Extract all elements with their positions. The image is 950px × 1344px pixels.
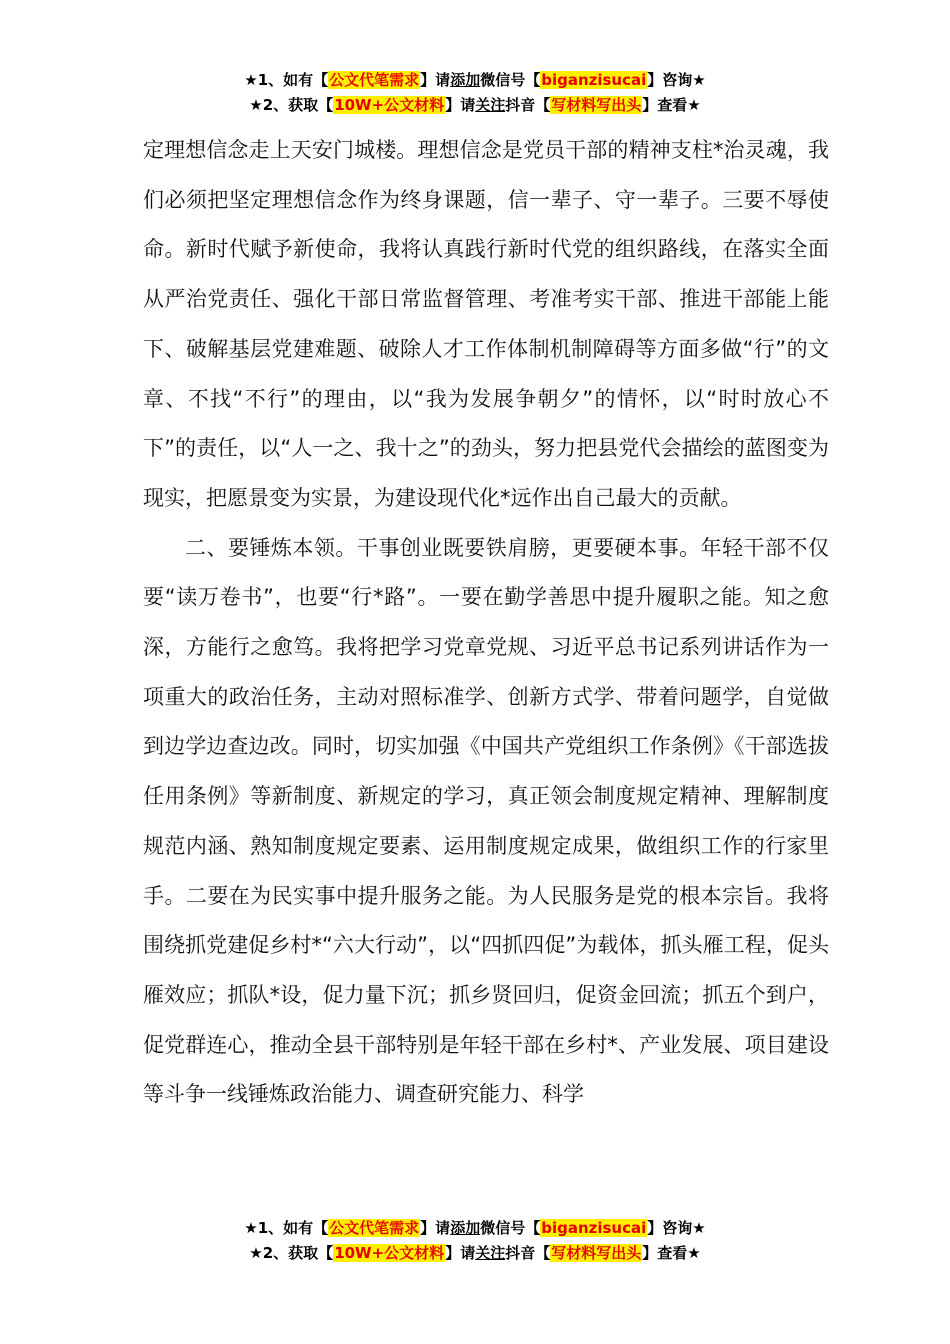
header-banner xyxy=(0,68,950,118)
underlined-text: 添加 xyxy=(450,71,481,89)
banner-text: 2、获取【 xyxy=(262,96,334,114)
banner-line-1 xyxy=(0,68,950,93)
banner-text: 】请 xyxy=(420,1219,451,1237)
highlight-service: 公文代笔需求 xyxy=(329,71,420,89)
highlight-materials: 10W+公文材料 xyxy=(334,96,445,114)
banner-text: 微信号【 xyxy=(480,1219,541,1237)
footer-banner xyxy=(0,1216,950,1266)
highlight-materials: 10W+公文材料 xyxy=(334,1244,445,1262)
banner-text: 】咨询★ xyxy=(647,1219,706,1237)
highlight-service: 公文代笔需求 xyxy=(329,1219,420,1237)
star-icon: ★ xyxy=(244,1219,258,1237)
star-icon: ★ xyxy=(249,1244,263,1262)
banner-text: 2、获取【 xyxy=(262,1244,334,1262)
banner-text: 抖音【 xyxy=(505,96,551,114)
banner-text: 】请 xyxy=(445,1244,476,1262)
banner-line-2 xyxy=(0,93,950,118)
star-icon: ★ xyxy=(244,71,258,89)
banner-text: 抖音【 xyxy=(505,1244,551,1262)
banner-text: 1、如有【 xyxy=(257,71,329,89)
highlight-wechat-id: biganzisucai xyxy=(541,1219,647,1237)
highlight-wechat-id: biganzisucai xyxy=(541,71,647,89)
document-body xyxy=(143,126,829,1120)
paragraph: 定理想信念走上天安门城楼。理想信念是党员干部的精神支柱*治灵魂，我们必须把坚定理想信念作为终身课题，信一辈子、守一辈子。三要不辱使命。新时代赋予新使命，我将认真践行新时代党的组织路线，在落实全面从严治党责任、强化干部日常监督管理、考准考实干部、推进干部能上能下、破解基层党建难题、破除人才工作体制机制障碍等方面多做“行”的文章、不找“不行”的理由，以“我为发展争朝夕”的情怀，以“时时放心不下”的责任，以“人一之、我十之”的劲头，努力把县党代会描绘的蓝图变为现实，把愿景变为实景，为建设现代化*远作出自己最大的贡献。 xyxy=(143,138,829,510)
underlined-text: 添加 xyxy=(450,1219,481,1237)
banner-text: 】请 xyxy=(420,71,451,89)
banner-text: 】请 xyxy=(445,96,476,114)
underlined-text: 关注 xyxy=(475,96,506,114)
banner-text: 1、如有【 xyxy=(257,1219,329,1237)
highlight-douyin-account: 写材料写出头 xyxy=(551,96,642,114)
banner-text: 微信号【 xyxy=(480,71,541,89)
paragraph: 二、要锤炼本领。干事创业既要铁肩膀，更要硬本事。年轻干部不仅要“读万卷书”，也要“行*路”。一要在勤学善思中提升履职之能。知之愈深，方能行之愈笃。我将把学习党章党规、习近平总书记系列讲话作为一项重大的政治任务，主动对照标准学、创新方式学、带着问题学，自觉做到边学边查边改。同时，切实加强《中国共产党组织工作条例》《干部选拔任用条例》等新制度、新规定的学习，真正领会制度规定精神、理解制度规范内涵、熟知制度规定要素、运用制度规定成果，做组织工作的行家里手。二要在为民实事中提升服务之能。为人民服务是党的根本宗旨。我将围绕抓党建促乡村*“六大行动”，以“四抓四促”为载体，抓头雁工程，促头雁效应；抓队*设，促力量下沉；抓乡贤回归，促资金回流；抓五个到户，促党群连心，推动全县干部特别是年轻干部在乡村*、产业发展、项目建设等斗争一线锤炼政治能力、调查研究能力、科学 xyxy=(143,535,829,1107)
underlined-text: 关注 xyxy=(475,1244,506,1262)
banner-line-1 xyxy=(0,1216,950,1241)
banner-text: 】查看★ xyxy=(642,96,701,114)
banner-text: 】查看★ xyxy=(642,1244,701,1262)
highlight-douyin-account: 写材料写出头 xyxy=(551,1244,642,1262)
banner-line-2 xyxy=(0,1241,950,1266)
star-icon: ★ xyxy=(249,96,263,114)
banner-text: 】咨询★ xyxy=(647,71,706,89)
